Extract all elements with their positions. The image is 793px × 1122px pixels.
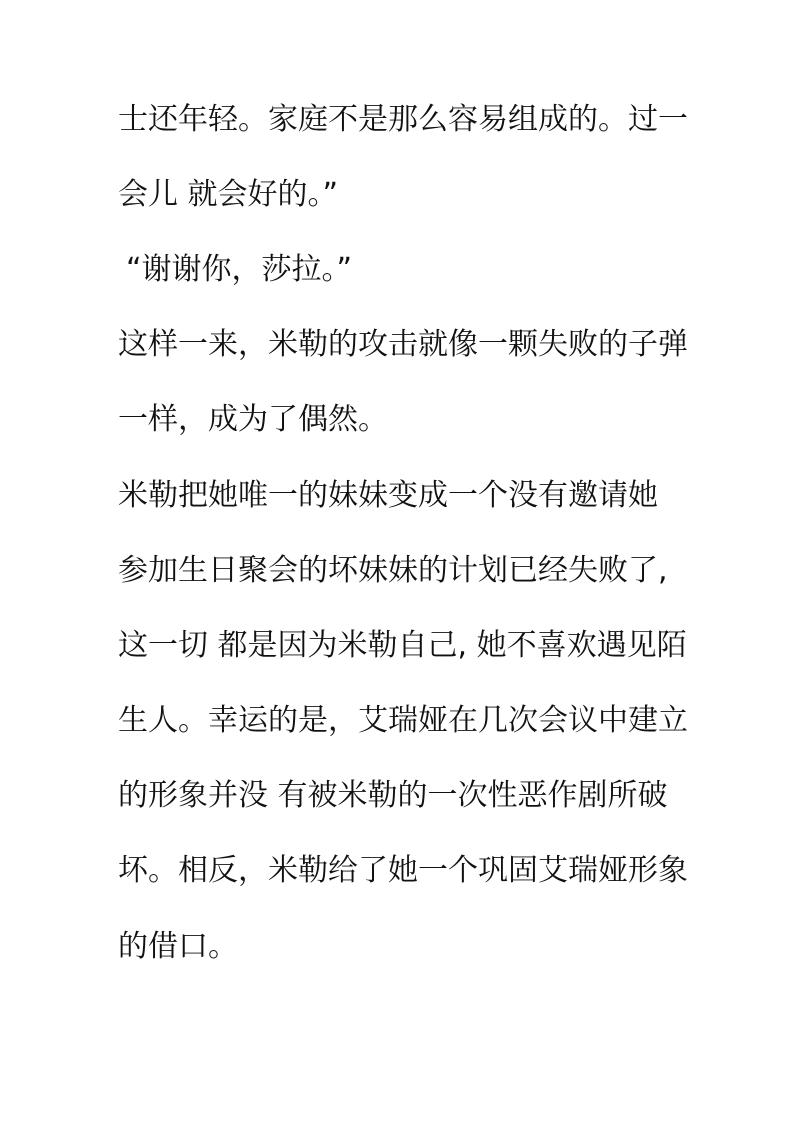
text-line: 米勒把她唯一的妹妹变成一个没有邀请她 xyxy=(118,478,658,513)
text-line: 坏。相反，米勒给了她一个巩固艾瑞娅形象 xyxy=(118,853,688,888)
text-line: 士还年轻。家庭不是那么容易组成的。过一 xyxy=(118,102,688,137)
text-line: 的借口。 xyxy=(118,929,238,964)
text-line: 生人。幸运的是，艾瑞娅在几次会议中建立 xyxy=(118,703,688,738)
text-line: 这样一来，米勒的攻击就像一颗失败的子弹 xyxy=(118,327,688,362)
text-line: 这一切 都是因为米勒自己, 她不喜欢遇见陌 xyxy=(118,628,687,663)
text-line: 的形象并没 有被米勒的一次性恶作剧所破 xyxy=(118,778,668,813)
text-line: 参加生日聚会的坏妹妹的计划已经失败了, xyxy=(118,553,668,588)
text-line: 一样，成为了偶然。 xyxy=(118,402,388,437)
text-line: 会儿 就会好的。” xyxy=(118,177,339,212)
text-line: “谢谢你，莎拉。” xyxy=(126,252,353,287)
